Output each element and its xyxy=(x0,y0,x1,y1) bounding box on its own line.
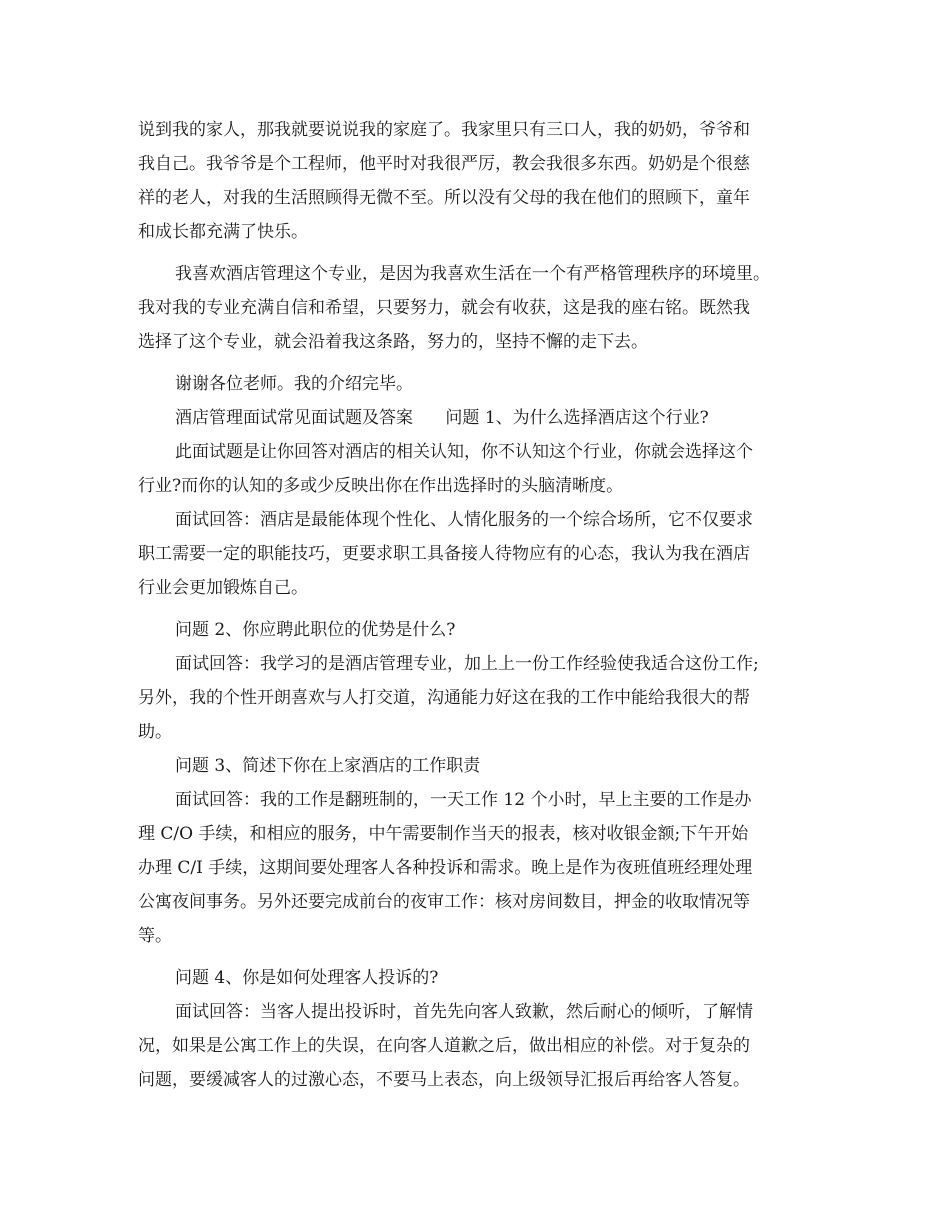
text-line: 面试回答：我学习的是酒店管理专业，加上上一份工作经验使我适合这份工作; xyxy=(175,654,759,674)
text-line: 办理 C/I 手续，这期间要处理客人各种投诉和需求。晚上是作为夜班值班经理处理 xyxy=(138,858,753,878)
text-line: 选择了这个专业，就会沿着我这条路，努力的，坚持不懈的走下去。 xyxy=(138,332,648,352)
text-line: 我对我的专业充满自信和希望，只要努力，就会有收获，这是我的座右铭。既然我 xyxy=(138,298,750,318)
question-heading: 问题 2、你应聘此职位的优势是什么? xyxy=(175,620,456,640)
section-heading: 酒店管理面试常见面试题及答案 问题 1、为什么选择酒店这个行业? xyxy=(175,408,709,428)
text-line: 况，如果是公寓工作上的失误，在向客人道歉之后，做出相应的补偿。对于复杂的 xyxy=(138,1036,750,1056)
text-line: 行业会更加锻炼自己。 xyxy=(138,578,308,598)
text-line: 我喜欢酒店管理这个专业，是因为我喜欢生活在一个有严格管理秩序的环境里。 xyxy=(175,264,770,284)
text-line: 行业?而你的认知的多或少反映出你在作出选择时的头脑清晰度。 xyxy=(138,476,624,496)
text-line: 面试回答：当客人提出投诉时，首先先向客人致歉，然后耐心的倾听，了解情 xyxy=(175,1002,753,1022)
text-line: 理 C/O 手续，和相应的服务，中午需要制作当天的报表，核对收银金额;下午开始 xyxy=(138,824,749,844)
text-line: 我自己。我爷爷是个工程师，他平时对我很严厉，教会我很多东西。奶奶是个很慈 xyxy=(138,154,750,174)
text-line: 面试回答：酒店是最能体现个性化、人情化服务的一个综合场所，它不仅要求 xyxy=(175,510,753,530)
text-line: 问题，要缓减客人的过激心态，不要马上表态，向上级领导汇报后再给客人答复。 xyxy=(138,1070,750,1090)
question-heading: 问题 4、你是如何处理客人投诉的? xyxy=(175,968,439,988)
text-line: 祥的老人，对我的生活照顾得无微不至。所以没有父母的我在他们的照顾下，童年 xyxy=(138,188,750,208)
text-line: 面试回答：我的工作是翻班制的，一天工作 12 个小时，早上主要的工作是办 xyxy=(175,790,752,810)
text-line: 此面试题是让你回答对酒店的相关认知，你不认知这个行业，你就会选择这个 xyxy=(175,442,753,462)
text-line: 谢谢各位老师。我的介绍完毕。 xyxy=(175,374,413,394)
text-line: 说到我的家人，那我就要说说我的家庭了。我家里只有三口人，我的奶奶，爷爷和 xyxy=(138,120,750,140)
text-line: 另外，我的个性开朗喜欢与人打交道，沟通能力好这在我的工作中能给我很大的帮 xyxy=(138,688,750,708)
text-line: 公寓夜间事务。另外还要完成前台的夜审工作：核对房间数目，押金的收取情况等 xyxy=(138,892,750,912)
question-heading: 问题 3、简述下你在上家酒店的工作职责 xyxy=(175,756,481,776)
text-line: 职工需要一定的职能技巧，更要求职工具备接人待物应有的心态，我认为我在酒店 xyxy=(138,544,750,564)
text-line: 助。 xyxy=(138,722,172,742)
text-line: 等。 xyxy=(138,926,172,946)
text-line: 和成长都充满了快乐。 xyxy=(138,222,308,242)
